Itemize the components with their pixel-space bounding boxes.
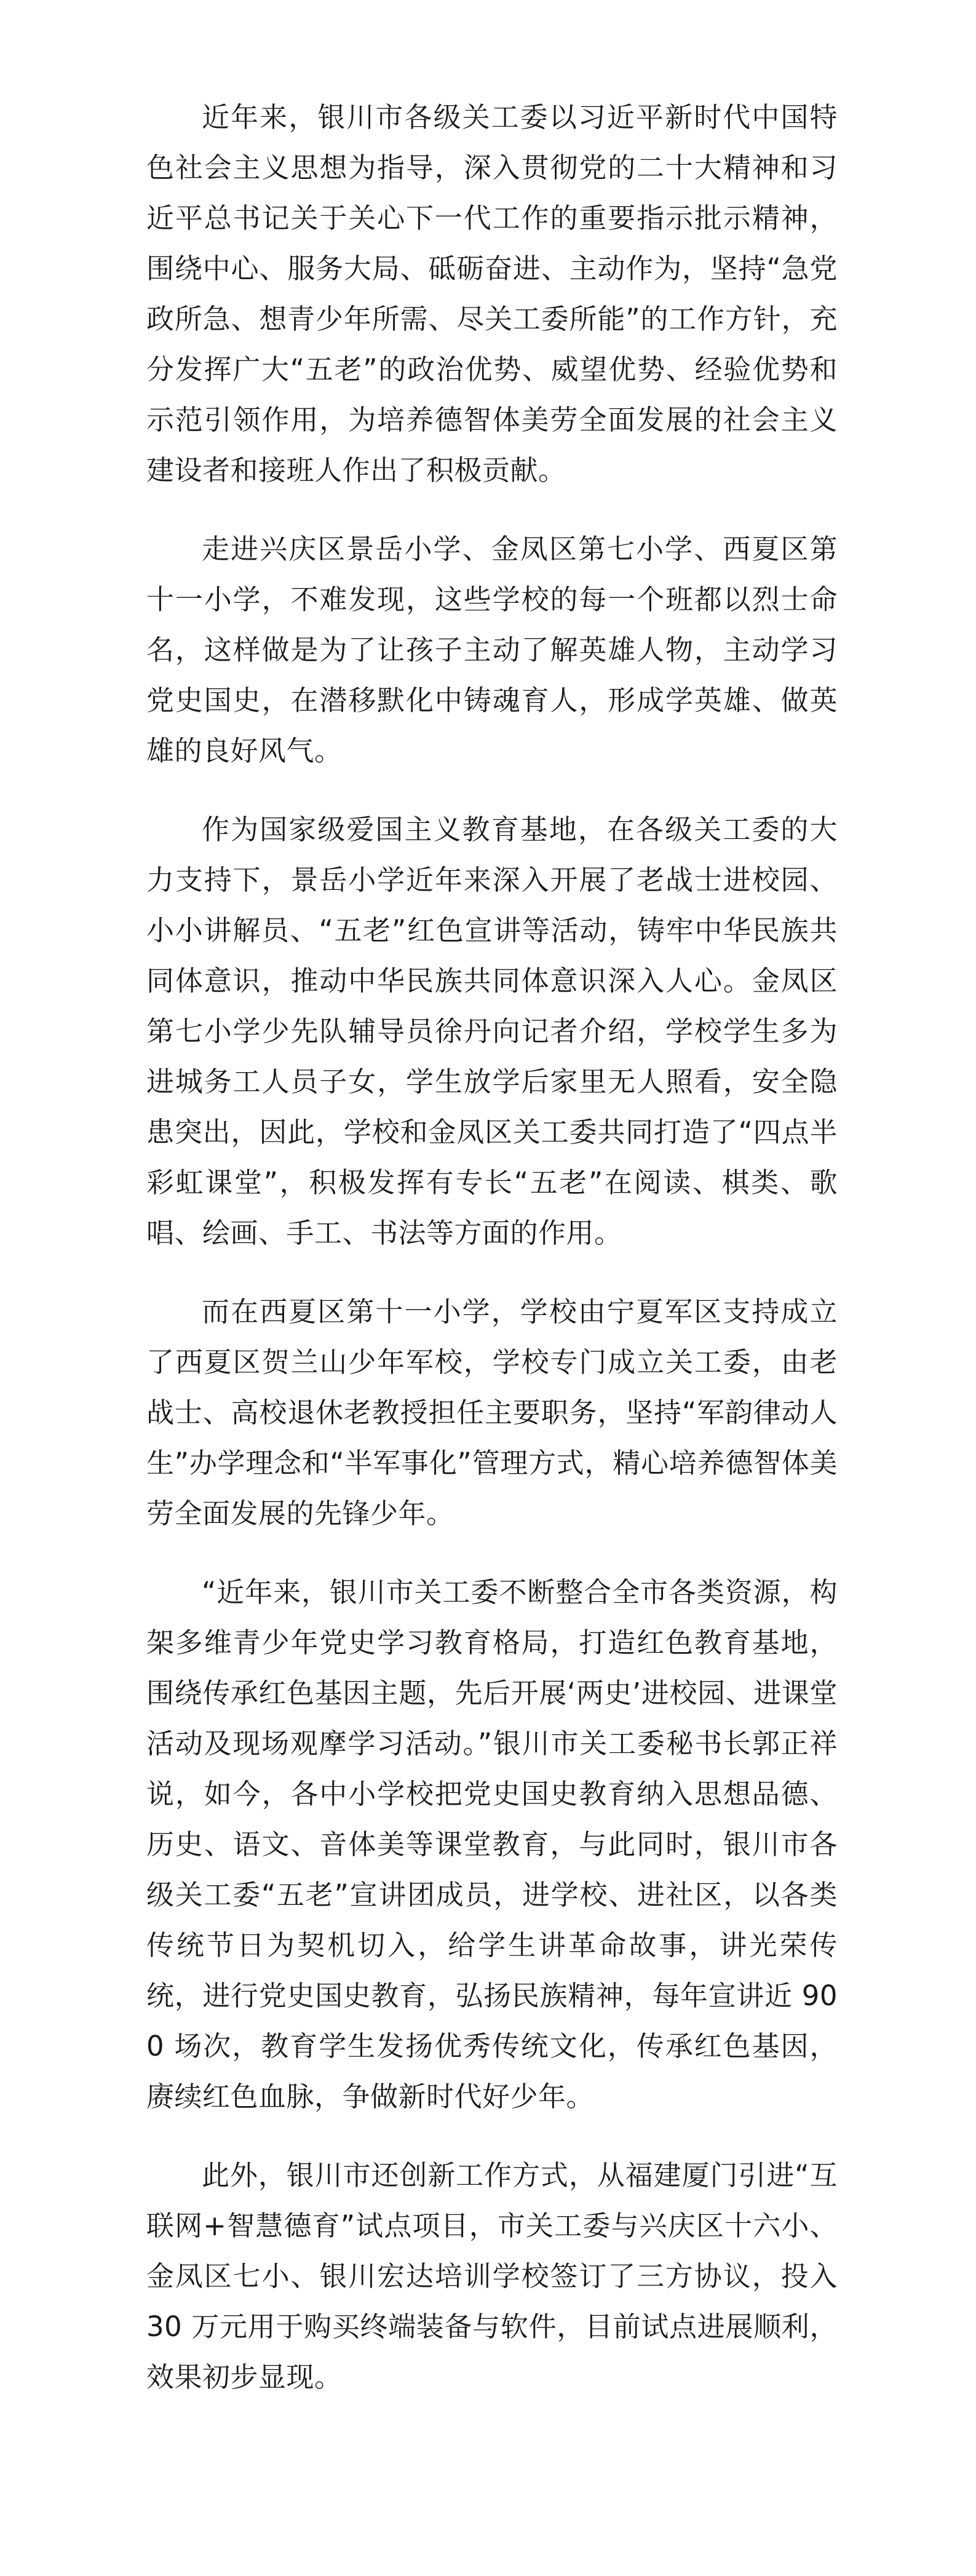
article-paragraph-5: “近年来，银川市关工委不断整合全市各类资源，构架多维青少年党史学习教育格局，打造红色教育基地，围绕传承红色基因主题，先后开展‘两史’进校园、进课堂活动及现场观摩学习活动。”银川市关工委秘书长郭正祥说，如今，各中小学校把党史国史教育纳入思想品德、历史、语文、音体美等课堂教育，与此同时，银川市各级关工委“五老”宣讲团成员，进学校、进社区，以各类传统节日为契机切入，给学生讲革命故事，讲光荣传统，进行党史国史教育，弘扬民族精神，每年宣讲近 900 场次，教育学生发扬优秀传统文化，传承红色基因，赓续红色血脉，争做新时代好少年。 (146, 1576, 838, 2113)
article-paragraph-6: 此外，银川市还创新工作方式，从福建厦门引进“互联网+智慧德育”试点项目，市关工委与兴庆区十六小、金凤区七小、银川宏达培训学校签订了三方协议，投入 30 万元用于购买终端装备与软件，目前试点进展顺利，效果初步显现。 (146, 2159, 838, 2393)
article-paragraph-4: 而在西夏区第十一小学，学校由宁夏军区支持成立了西夏区贺兰山少年军校，学校专门成立关工委，由老战士、高校退休老教授担任主要职务，坚持“军韵律动人生”办学理念和“半军事化”管理方式，精心培养德智体美劳全面发展的先锋少年。 (146, 1295, 838, 1530)
article-paragraph-3: 作为国家级爱国主义教育基地，在各级关工委的大力支持下，景岳小学近年来深入开展了老战士进校园、小小讲解员、“五老”红色宣讲等活动，铸牢中华民族共同体意识，推动中华民族共同体意识深入人心。金凤区第七小学少先队辅导员徐丹向记者介绍，学校学生多为进城务工人员子女，学生放学后家里无人照看，安全隐患突出，因此，学校和金凤区关工委共同打造了“四点半彩虹课堂”，积极发挥有专长“五老”在阅读、棋类、歌唱、绘画、手工、书法等方面的作用。 (146, 813, 838, 1249)
article-body (146, 92, 838, 2403)
article-paragraph-1: 近年来，银川市各级关工委以习近平新时代中国特色社会主义思想为指导，深入贯彻党的二十大精神和习近平总书记关于关心下一代工作的重要指示批示精神，围绕中心、服务大局、砥砺奋进、主动作为，坚持“急党政所急、想青少年所需、尽关工委所能”的工作方针，充分发挥广大“五老”的政治优势、威望优势、经验优势和示范引领作用，为培养德智体美劳全面发展的社会主义建设者和接班人作出了积极贡献。 (146, 101, 838, 487)
article-paragraph-2: 走进兴庆区景岳小学、金凤区第七小学、西夏区第十一小学，不难发现，这些学校的每一个班都以烈士命名，这样做是为了让孩子主动了解英雄人物，主动学习党史国史，在潜移默化中铸魂育人，形成学英雄、做英雄的良好风气。 (146, 533, 838, 767)
